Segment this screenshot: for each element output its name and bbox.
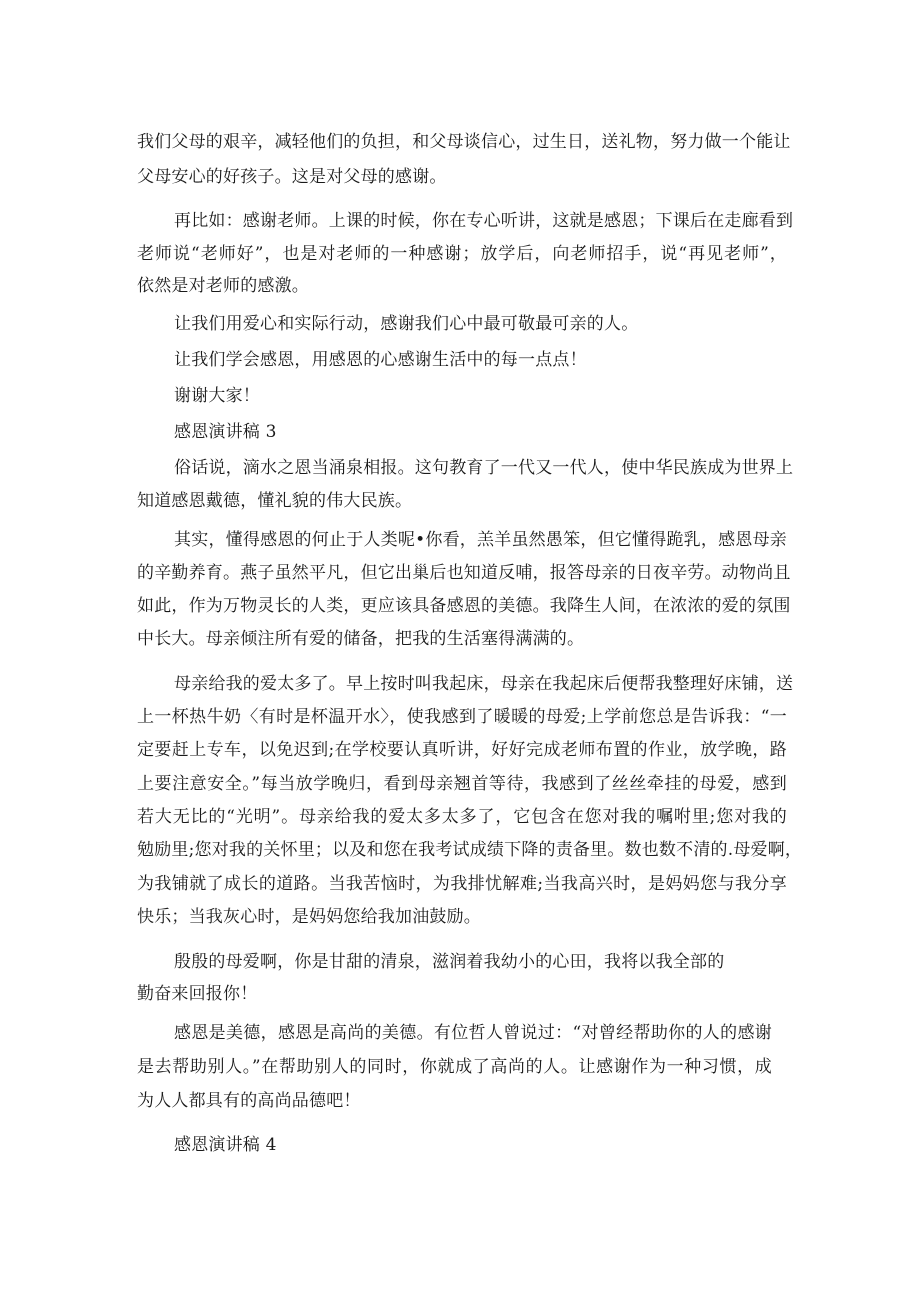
paragraph-line: 勤奋来回报你！ [137, 984, 258, 1004]
paragraph-line: 中长大。母亲倾注所有爱的储备，把我的生活塞得满满的。 [137, 629, 585, 649]
paragraph-line: 感恩是美德，感恩是高尚的美德。有位哲人曾说过：“对曾经帮助你的人的感谢 [174, 1023, 772, 1043]
paragraph-line: 上一杯热牛奶〈有时是杯温开水〉，使我感到了暖暖的母爱;上学前您总是告诉我：“一 [137, 707, 787, 727]
paragraph-line: 上要注意安全。”每当放学晚归，看到母亲翘首等待，我感到了丝丝牵挂的母爱，感到 [137, 774, 787, 794]
paragraph-line: 母亲给我的爱太多了。早上按时叫我起床，母亲在我起床后便帮我整理好床铺，送 [174, 674, 794, 694]
paragraph-line: 让我们学会感恩，用感恩的心感谢生活中的每一点点！ [174, 350, 587, 370]
paragraph-line: 若大无比的“光明”。母亲给我的爱太多太多了，它包含在您对我的嘱咐里;您对我的 [137, 807, 787, 827]
paragraph-line: 为我铺就了成长的道路。当我苦恼时，为我排忧解难;当我高兴时，是妈妈您与我分享 [137, 874, 787, 894]
paragraph-line: 老师说“老师好”，也是对老师的一种感谢；放学后，向老师招手，说“再见老师”， [137, 244, 787, 264]
paragraph-line: 谢谢大家！ [174, 386, 260, 406]
paragraph-line: 为人人都具有的高尚品德吧！ [137, 1091, 361, 1111]
paragraph-line: 依然是对老师的感激。 [137, 276, 309, 296]
paragraph-line: 殷殷的母爱啊，你是甘甜的清泉，滋润着我幼小的心田，我将以我全部的 [174, 952, 725, 972]
section-heading: 感恩演讲稿 3 [174, 422, 277, 442]
paragraph-line: 其实，懂得感恩的何止于人类呢•你看，羔羊虽然愚笨，但它懂得跪乳，感恩母亲 [174, 530, 787, 550]
paragraph-line: 让我们用爱心和实际行动，感谢我们心中最可敬最可亲的人。 [174, 314, 639, 334]
section-heading: 感恩演讲稿 4 [174, 1135, 277, 1155]
paragraph-line: 俗话说，滴水之恩当涌泉相报。这句教育了一代又一代人，使中华民族成为世界上 [174, 458, 794, 478]
paragraph-line: 快乐；当我灰心时，是妈妈您给我加油鼓励。 [137, 907, 481, 927]
paragraph-line: 勉励里;您对我的关怀里；以及和您在我考试成绩下降的责备里。数也数不清的.母爱啊， [137, 840, 803, 860]
paragraph-line: 是去帮助别人。”在帮助别人的同时，你就成了高尚的人。让感谢作为一种习惯，成 [137, 1057, 772, 1077]
paragraph-line: 如此，作为万物灵长的人类，更应该具备感恩的美德。我降生人间，在浓浓的爱的氛围 [137, 596, 791, 616]
paragraph-line: 再比如：感谢老师。上课的时候，你在专心听讲，这就是感恩；下课后在走廊看到 [174, 211, 794, 231]
paragraph-line: 知道感恩戴德，懂礼貌的伟大民族。 [137, 491, 413, 511]
paragraph-line: 的辛勤养育。燕子虽然平凡，但它出巢后也知道反哺，报答母亲的日夜辛劳。动物尚且 [137, 563, 791, 583]
paragraph-line: 定要赶上专车，以免迟到;在学校要认真听讲，好好完成老师布置的作业，放学晚，路 [137, 740, 787, 760]
paragraph-line: 我们父母的艰辛，减轻他们的负担，和父母谈信心，过生日，送礼物，努力做一个能让 [137, 132, 791, 152]
paragraph-line: 父母安心的好孩子。这是对父母的感谢。 [137, 167, 447, 187]
